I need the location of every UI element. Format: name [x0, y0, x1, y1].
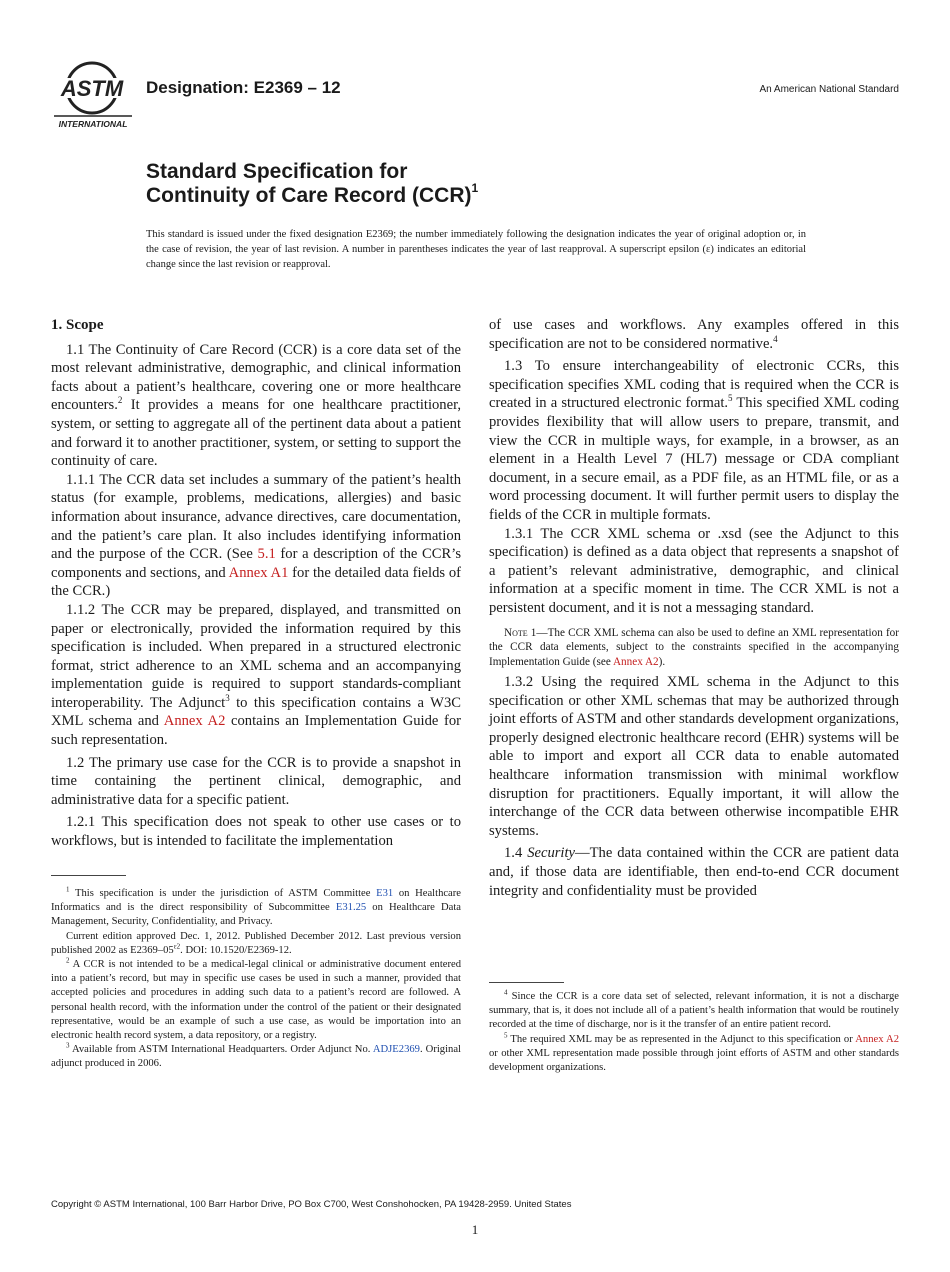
title-line2: Continuity of Care Record (CCR)$^1$: [146, 181, 479, 207]
paragraph-1-4: 1.4 Security—The data contained within the CCR are patient data and, if those data are identifiable, then end-to-end CCR document integrity and confidentiality must be provided: [489, 845, 900, 899]
paragraph-1-3-2: 1.3.2 Using the required XML schema in the Adjunct to this specification or other XML schemas that may be authorized through joint efforts of ASTM and other standards development organizations, properly designed electronic healthcare record (EHR) systems will be able to import and export all CCR data to enable automated healthcare information transmission with minimal workflow disruption for practitioners. Equally important, it will allow the interchange of the CCR data between otherwise incompatible EHR systems.: [489, 674, 899, 839]
title-line1: Standard Specification for: [146, 160, 408, 183]
link-annex-a2[interactable]: Annex A2: [163, 713, 226, 730]
designation: Designation: E2369 – 12: [146, 78, 341, 97]
footnote-1: $^1$ This specification is under the jurisdiction of ASTM Committee E31 on Healthcare Informatics and is the direct responsibility of Subcommittee E31.25 on Healthcare Data Management, Security, Confidentiality, and Privacy.: [51, 885, 461, 928]
footnote-ref-5[interactable]: 5: [728, 393, 733, 404]
section-heading-scope: 1. Scope: [51, 317, 104, 333]
link-annex-a1[interactable]: Annex A1: [228, 564, 289, 581]
paragraph-1-1-2: 1.1.2 The CCR may be prepared, displayed, and transmitted on paper or electronically, provided the information required by this specification is included. When prepared in a structured electronic format, strict adherence to an XML schema and an accompanying implementation guide is required to support standards-compliant interoperability. The Adjunct$^3$ to this specification contains a W3C XML schema and Annex A2 contains an Implementation Guide for such representation.: [51, 601, 462, 749]
footnote-1-edition: Current edition approved Dec. 1, 2012. Published December 2012. Last previous version published 2002 as $E2369-05^{\varepsilon 2}$. DOI: 10.1520/E2369-12.: [51, 930, 461, 956]
astm-logo: [52, 60, 134, 132]
footnote-5: $^5$ The required XML may be as represented in the Adjunct to this specification or Annex A2 or other XML representation made possible through joint efforts of ASTM and other standards development organizations.: [489, 1031, 899, 1074]
national-standard-label: An American National Standard: [759, 84, 899, 95]
issue-statement: This standard is issued under the fixed designation E2369; the number immediately following the designation indicates the year of original adoption or, in the case of revision, the year of last revision. A number in parentheses indicates the year of last reapproval. A superscript epsilon (ε) indicates an editorial change since the last revision or reapproval.: [146, 229, 806, 270]
paragraph-1-3: 1.3 To ensure interchangeability of electronic CCRs, this specification specifies XML coding that is required when the CCR is created in a structured electronic format.$^5$ This specified XML coding provides flexibility that will allow users to prepare, transmit, and view the CCR in multiple ways, for example, in a browser, as an element in a Health Level 7 (HL7) message or CDA compliant document, in a secure email, as a PDF file, as an HTML file, or as a word processing document. It will further permit users to display the fields of the CCR in multiple formats.: [489, 358, 900, 523]
note-label: Note 1: [504, 626, 537, 639]
link-e31-25[interactable]: E31.25: [335, 902, 367, 914]
link-section-5-1[interactable]: 5.1: [257, 546, 276, 563]
document-title: [146, 160, 478, 208]
footnote-ref-3[interactable]: 3: [225, 693, 230, 704]
note-1: Note 1—The CCR XML schema can also be used to define an XML representation for the CCR data elements, subject to the constraints specified in the accompanying Implementation Guide (see Annex A2).: [489, 626, 900, 668]
paragraph-1-1: 1.1 The Continuity of Care Record (CCR) is a core data set of the most relevant administrative, demographic, and clinical information facts about a patient’s healthcare, covering one or more healthcare encounters.$^2$ It provides a means for one healthcare practitioner, system, or setting to aggregate all of the pertinent data about a patient and forward it to another practitioner, system, or setting to support the continuity of care.: [51, 341, 461, 470]
paragraph-1-3-1: 1.3.1 The CCR XML schema or .xsd (see the Adjunct to this specification) is defined as a data object that represents a snapshot of a patient’s relevant administrative, demographic, and clinical information at a specific moment in time. The CCR XML is not a persistent document, and it is not a messaging standard.: [489, 525, 899, 616]
paragraph-1-2: 1.2 The primary use case for the CCR is to provide a snapshot in time containing the pertinent clinical, demographic, and administrative data for a specific patient.: [51, 754, 461, 808]
footnote-ref-4[interactable]: 4: [773, 333, 778, 344]
svg-text:ASTM: ASTM: [60, 76, 124, 101]
page-number: 1: [471, 1222, 479, 1237]
title-footnote-mark[interactable]: 1: [471, 181, 479, 195]
logo-text: INTERNATIONAL: [58, 119, 128, 129]
footnote-rule-left: [51, 875, 126, 876]
footnotes-right: [489, 990, 899, 1075]
right-column: [489, 316, 899, 900]
copyright: Copyright © ASTM International, 100 Barr Harbor Drive, PO Box C700, West Conshohocken, PA 19428-2959. United States: [51, 1199, 572, 1210]
link-annex-a2-footnote[interactable]: Annex A2: [855, 1033, 899, 1045]
link-e31[interactable]: E31: [376, 888, 394, 899]
footnotes-left: [51, 887, 461, 1072]
footnote-3: $^3$ Available from ASTM International Headquarters. Order Adjunct No. ADJE2369. Original adjunct produced in 2006.: [51, 1041, 461, 1070]
paragraph-1-2-1: 1.2.1 This specification does not speak to other use cases or to workflows, but is intended to facilitate the implementation: [51, 814, 461, 850]
link-annex-a2-note[interactable]: Annex A2: [612, 655, 659, 668]
left-column: [51, 316, 461, 851]
paragraph-continuation: of use cases and workflows. Any examples offered in this specification are not to be considered normative.$^4$: [489, 317, 899, 352]
paragraph-1-1-1: 1.1.1 The CCR data set includes a summary of the patient’s health status (for example, problems, medications, allergies) and basic information about insurance, advance directives, care documentation, and the patient’s care plan. It also includes identifying information and the purpose of the CCR. (See 5.1 for a description of the CCR’s components and sections, and Annex A1 for the detailed data fields of the CCR.): [51, 471, 462, 600]
link-adje2369[interactable]: ADJE2369: [372, 1044, 420, 1056]
footnote-2: $^2$ A CCR is not intended to be a medical-legal clinical or administrative document entered into a patient’s record, but may in specific use cases be used in such a manner, provided that accepted policies and procedures in adding such data to a patient’s record are followed. A personal health record, with the information under the control of the patient or their designated representative, would be an example of such a use case, as would be importation into an electronic health record system, a data repository, or a registry.: [51, 956, 461, 1042]
footnote-ref-2[interactable]: 2: [117, 395, 123, 406]
footnote-rule-right: [489, 982, 564, 983]
footnote-4: $^4$ Since the CCR is a core data set of selected, relevant information, it is not a discharge summary, that is, it does not include all of a patient’s health information that would be routinely recorded at the time of discharge, nor is it the transfer of an entire patient record.: [489, 988, 899, 1031]
